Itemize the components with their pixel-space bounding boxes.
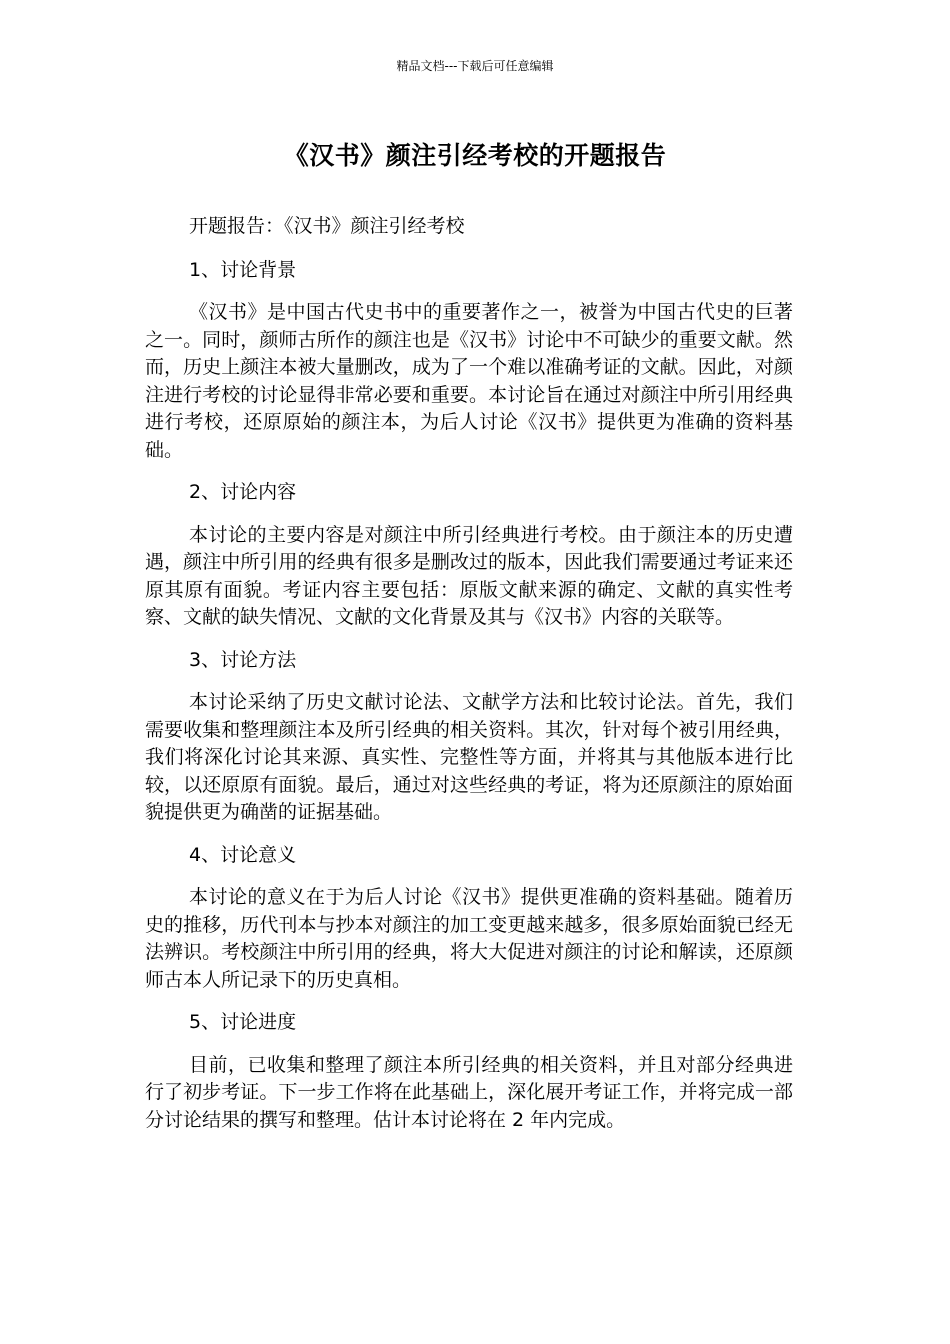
section-heading-progress: 5、讨论进度: [189, 1011, 297, 1033]
section-body-method: 本讨论采纳了历史文献讨论法、文献学方法和比较讨论法。首先，我们需要收集和整理颜注本及所引经典的相关资料。其次，针对每个被引用经典，我们将深化讨论其来源、真实性、完整性等方面，并将其与其他版本进行比较，以还原原有面貌。最后，通过对这些经典的考证，将为还原颜注的原始面貌提供更为确凿的证据基础。: [145, 691, 793, 823]
section-body-background: 《汉书》是中国古代史书中的重要著作之一，被誉为中国古代史的巨著之一。同时，颜师古所作的颜注也是《汉书》讨论中不可缺少的重要文献。然而，历史上颜注本被大量删改，成为了一个难以准确考证的文献。因此，对颜注进行考校的讨论显得非常必要和重要。本讨论旨在通过对颜注中所引用经典进行考校，还原原始的颜注本，为后人讨论《汉书》提供更为准确的资料基础。: [145, 301, 793, 461]
section-heading-method: 3、讨论方法: [189, 648, 297, 671]
document-body: [145, 213, 793, 1149]
section-body-significance: 本讨论的意义在于为后人讨论《汉书》提供更准确的资料基础。随着历史的推移，历代刊本与抄本对颜注的加工变更越来越多，很多原始面貌已经无法辨识。考校颜注中所引用的经典，将大大促进对颜注的讨论和解读，还原颜师古本人所记录下的历史真相。: [145, 886, 793, 991]
header-note: 精品文档---下载后可任意编辑: [396, 59, 554, 73]
section-heading-background: 1、讨论背景: [189, 258, 297, 281]
section-body-content: 本讨论的主要内容是对颜注中所引经典进行考校。由于颜注本的历史遭遇，颜注中所引用的经典有很多是删改过的版本，因此我们需要通过考证来还原其原有面貌。考证内容主要包括：原版文献来源的确定、文献的真实性考察、文献的缺失情况、文献的文化背景及其与《汉书》内容的关联等。: [145, 523, 793, 628]
section-heading-significance: 4、讨论意义: [189, 843, 297, 866]
section-heading-content: 2、讨论内容: [189, 481, 297, 503]
report-subtitle: 开题报告：《汉书》颜注引经考校: [189, 215, 465, 237]
section-body-progress: 目前，已收集和整理了颜注本所引经典的相关资料，并且对部分经典进行了初步考证。下一步工作将在此基础上，深化展开考证工作，并将完成一部分讨论结果的撰写和整理。估计本讨论将在 2 年内完成。: [145, 1053, 793, 1131]
document-title: 《汉书》颜注引经考校的开题报告: [283, 141, 667, 170]
